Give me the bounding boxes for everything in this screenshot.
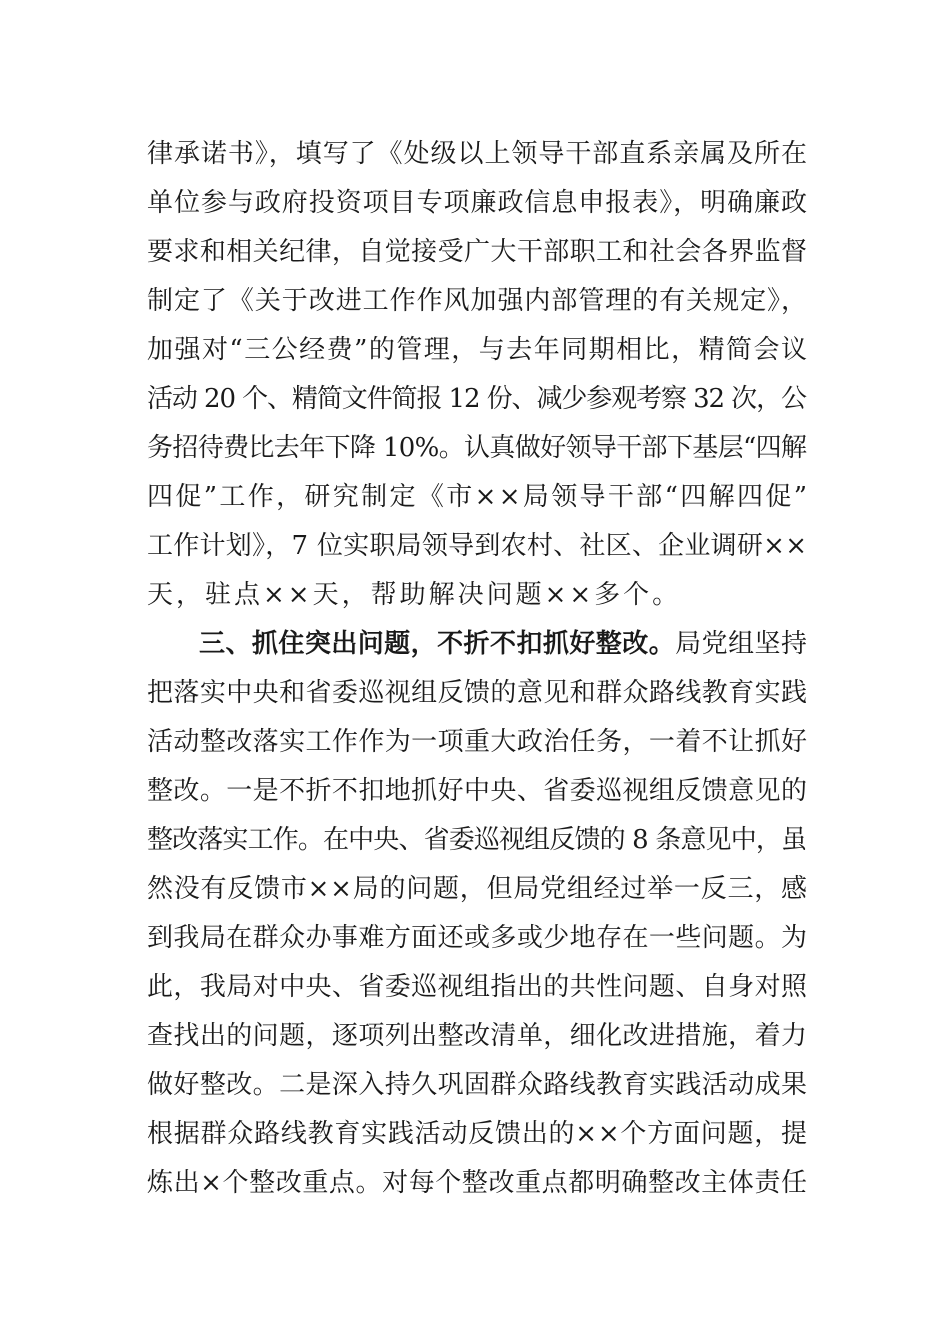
text-line [147, 375, 807, 424]
line-text: 查找出的问题，逐项列出整改清单，细化改进措施，着力 [147, 1021, 808, 1051]
line-text: 把落实中央和省委巡视组反馈的意见和群众路线教育实践 [147, 678, 808, 708]
text-line [147, 767, 807, 816]
text-line [147, 228, 807, 277]
line-text: 务招待费比去年下降 10%。认真做好领导干部下基层“四解 [147, 433, 807, 463]
text-line [147, 130, 807, 179]
line-text: 工作计划》，7 位实职局领导到农村、社区、企业调研×× [147, 531, 808, 561]
line-text: 整改。一是不折不扣地抓好中央、省委巡视组反馈意见的 [147, 776, 808, 806]
line-text: 天，驻点××天，帮助解决问题××多个。 [147, 580, 682, 610]
line-text: 单位参与政府投资项目专项廉政信息申报表》，明确廉政 [147, 188, 808, 218]
text-line [147, 1110, 807, 1159]
line-text: 加强对“三公经费”的管理，与去年同期相比，精简会议 [147, 335, 809, 365]
line-text: 四促”工作，研究制定《市××局领导干部“四解四促” [147, 482, 810, 512]
text-line [147, 277, 807, 326]
line-text: 要求和相关纪律，自觉接受广大干部职工和社会各界监督 [147, 237, 808, 267]
body-text [147, 130, 810, 1208]
line-text: 律承诺书》，填写了《处级以上领导干部直系亲属及所在 [147, 139, 808, 169]
text-line [147, 326, 807, 375]
text-line [147, 914, 807, 963]
text-line [147, 571, 807, 620]
text-line [147, 669, 807, 718]
text-line [147, 1159, 807, 1208]
line-text: 整改落实工作。在中央、省委巡视组反馈的 8 条意见中，虽 [147, 825, 807, 855]
line-text: 局党组坚持 [675, 629, 808, 659]
text-line [147, 1012, 807, 1061]
line-text: 活动整改落实工作作为一项重大政治任务，一着不让抓好 [147, 727, 808, 757]
text-line [147, 718, 807, 767]
line-text: 制定了《关于改进工作作风加强内部管理的有关规定》， [147, 286, 808, 316]
text-line [147, 963, 807, 1012]
text-line [147, 522, 807, 571]
line-text: 做好整改。二是深入持久巩固群众路线教育实践活动成果 [147, 1070, 808, 1100]
line-text: 活动 20 个、精简文件简报 12 份、减少参观考察 32 次，公 [147, 384, 806, 414]
line-text: 炼出×个整改重点。对每个整改重点都明确整改主体责任 [147, 1168, 808, 1198]
line-text: 根据群众路线教育实践活动反馈出的××个方面问题，提 [147, 1119, 808, 1149]
text-line [147, 865, 807, 914]
section-heading: 三、抓住突出问题，不折不扣抓好整改。 [199, 629, 676, 659]
text-line [147, 424, 807, 473]
line-text: 然没有反馈市××局的问题，但局党组经过举一反三，感 [147, 874, 808, 904]
line-text: 此，我局对中央、省委巡视组指出的共性问题、自身对照 [147, 972, 808, 1002]
text-line [147, 816, 807, 865]
text-line [147, 179, 807, 228]
line-text: 到我局在群众办事难方面还或多或少地存在一些问题。为 [147, 923, 808, 953]
section-heading-line [147, 620, 807, 669]
text-line [147, 1061, 807, 1110]
text-line [147, 473, 810, 522]
